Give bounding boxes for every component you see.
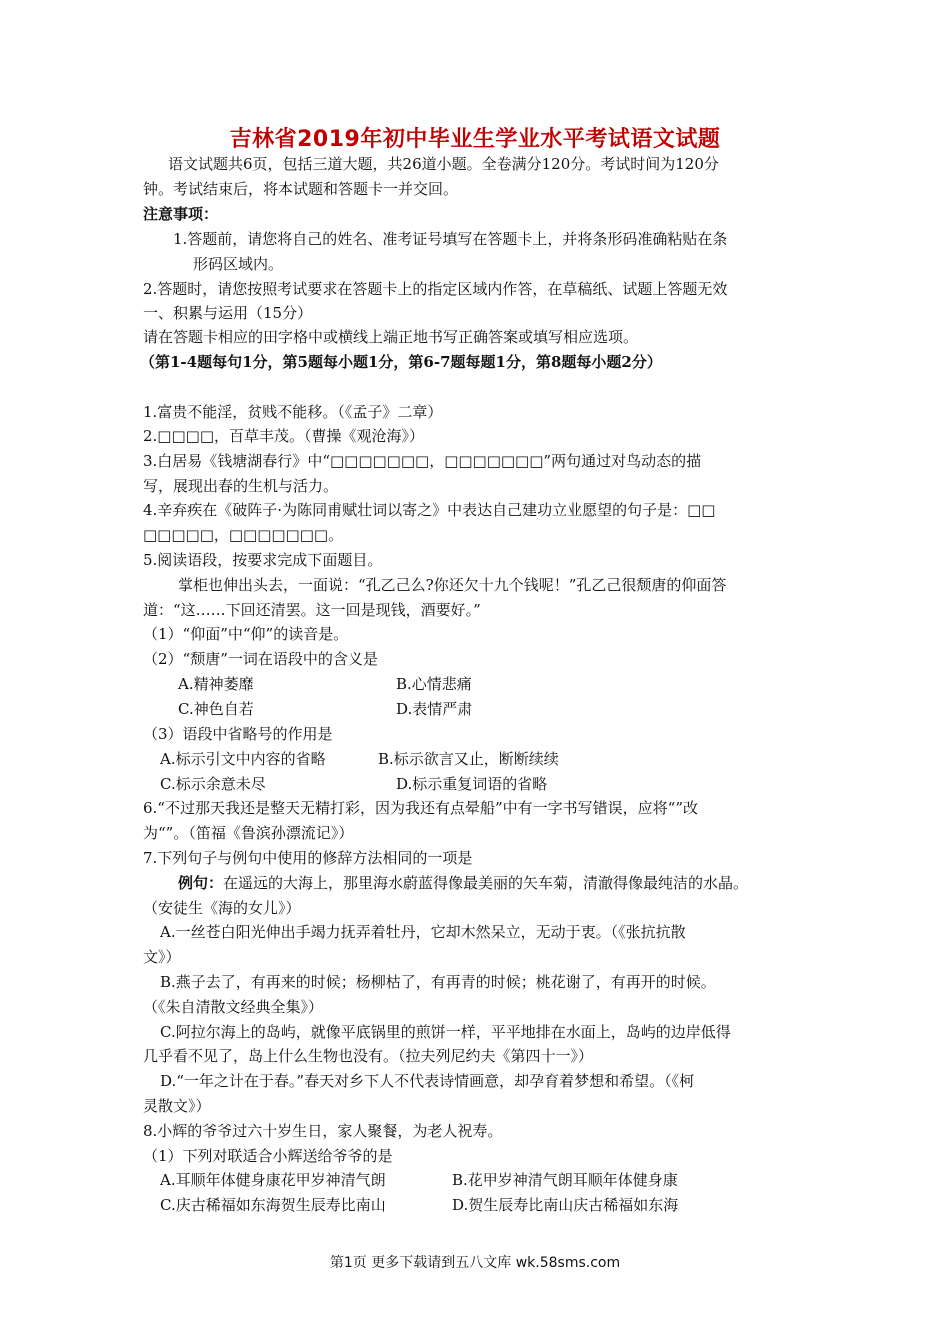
question-2: 2.□□□□，百草丰茂。（曹操《观沧海》） <box>143 427 425 445</box>
section-1-heading: 一、积累与运用（15分） <box>143 304 313 322</box>
page-footer: 第1页 更多下载请到五八文库 wk.58sms.com <box>329 1255 621 1271</box>
question-1: 1.富贵不能淫，贫贱不能移。（《孟子》二章） <box>143 403 443 421</box>
question-5-sub-3: （3）语段中省略号的作用是 <box>143 725 333 743</box>
question-5-passage-line-1: 掌柜也伸出头去，一面说：“孔乙己么?你还欠十九个钱呢！”孔乙己很颓唐的仰面答 <box>178 576 727 594</box>
question-6-line-2: 为“”。（笛福《鲁滨孙漂流记》） <box>143 824 354 842</box>
question-5-sub-3-option-a: A.标示引文中内容的省略 <box>160 750 326 768</box>
question-8-option-a: A.耳顺年体健身康花甲岁神清气朗 <box>160 1171 386 1189</box>
question-5-sub-3-option-c: C.标示余意未尽 <box>160 775 266 793</box>
question-7-option-b-line-1: B.燕子去了，有再来的时候；杨柳枯了，有再青的时候；桃花谢了，有再开的时候。 <box>160 973 716 991</box>
note-item-1-line-2: 形码区域内。 <box>193 255 284 273</box>
notes-heading: 注意事项： <box>143 205 219 223</box>
question-5-sub-2-option-b: B.心情悲痛 <box>396 675 472 693</box>
question-8-option-d: D.贺生辰寿比南山庆古稀福如东海 <box>452 1196 679 1214</box>
question-7-example-source: （安徒生《海的女儿》） <box>143 899 301 917</box>
question-7-option-c-line-2: 几乎看不见了，岛上什么生物也没有。（拉夫列尼约夫《第四十一》） <box>143 1047 594 1065</box>
question-7-option-a-line-1: A.一丝苍白阳光伸出手竭力抚弄着牡丹，它却木然呆立，无动于衷。（《张抗抗散 <box>160 923 686 941</box>
question-7-option-d-line-1: D.“一年之计在于春。”春天对乡下人不代表诗情画意，却孕育着梦想和希望。（《柯 <box>160 1072 695 1090</box>
example-label: 例句： <box>178 874 224 892</box>
question-5-sub-2: （2）“颓唐”一词在语段中的含义是 <box>143 650 378 668</box>
question-4-line-2: □□□□□，□□□□□□□。 <box>143 526 344 544</box>
question-5-sub-2-option-c: C.神色自若 <box>178 700 254 718</box>
note-item-1-line-1: 1.答题前，请您将自己的姓名、准考证号填写在答题卡上，并将条形码准确粘贴在条 <box>173 230 728 248</box>
question-5-stem: 5.阅读语段，按要求完成下面题目。 <box>143 551 383 569</box>
intro-line-1: 语文试题共6页，包括三道大题，共26道小题。全卷满分120分。考试时间为120分 <box>168 155 719 173</box>
question-7-example <box>178 871 858 895</box>
question-5-sub-2-option-a: A.精神萎靡 <box>178 675 254 693</box>
question-5-sub-1: （1）“仰面”中“仰”的读音是。 <box>143 625 349 643</box>
question-8-option-c: C.庆古稀福如东海贺生辰寿比南山 <box>160 1196 386 1214</box>
question-5-sub-3-option-b: B.标示欲言又止，断断续续 <box>378 750 559 768</box>
question-3-line-1: 3.白居易《钱塘湖春行》中“□□□□□□□，□□□□□□□”两句通过对鸟动态的描 <box>143 452 702 470</box>
question-8-sub-1: （1）下列对联适合小辉送给爷爷的是 <box>143 1147 393 1165</box>
section-1-scoring: （第1-4题每句1分，第5题每小题1分，第6-7题每题1分，第8题每小题2分） <box>140 353 662 371</box>
question-7-option-d-line-2: 灵散文》） <box>143 1097 211 1115</box>
question-5-passage-line-2: 道：“这……下回还清罢。这一回是现钱，酒要好。” <box>143 601 481 619</box>
intro-line-2: 钟。考试结束后，将本试题和答题卡一并交回。 <box>143 180 459 198</box>
question-7-option-b-line-2: （《朱自清散文经典全集》） <box>143 998 324 1016</box>
example-text: 在遥远的大海上，那里海水蔚蓝得像最美丽的矢车菊，清澈得像最纯洁的水晶。 <box>223 874 749 892</box>
question-7-option-c-line-1: C.阿拉尔海上的岛屿，就像平底锅里的煎饼一样，平平地排在水面上，岛屿的边岸低得 <box>160 1023 731 1041</box>
question-7-stem: 7.下列句子与例句中使用的修辞方法相同的一项是 <box>143 849 473 867</box>
question-8-stem: 8.小辉的爷爷过六十岁生日，家人聚餐，为老人祝寿。 <box>143 1122 503 1140</box>
question-8-option-b: B.花甲岁神清气朗耳顺年体健身康 <box>452 1171 678 1189</box>
question-5-sub-3-option-d: D.标示重复词语的省略 <box>396 775 548 793</box>
note-item-2: 2.答题时，请您按照考试要求在答题卡上的指定区域内作答，在草稿纸、试题上答题无效 <box>143 280 728 298</box>
question-5-sub-2-option-d: D.表情严肃 <box>396 700 473 718</box>
question-6-line-1: 6.“不过那天我还是整天无精打彩，因为我还有点晕船”中有一字书写错误，应将“”改 <box>143 799 698 817</box>
exam-title: 吉林省2019年初中毕业生学业水平考试语文试题 <box>229 127 721 152</box>
question-4-line-1: 4.辛弃疾在《破阵子·为陈同甫赋壮词以寄之》中表达自己建功立业愿望的句子是：□□ <box>143 501 716 519</box>
question-7-option-a-line-2: 文》） <box>143 948 181 966</box>
section-1-instruction: 请在答题卡相应的田字格中或横线上端正地书写正确答案或填写相应选项。 <box>143 328 639 346</box>
question-3-line-2: 写，展现出春的生机与活力。 <box>143 477 339 495</box>
